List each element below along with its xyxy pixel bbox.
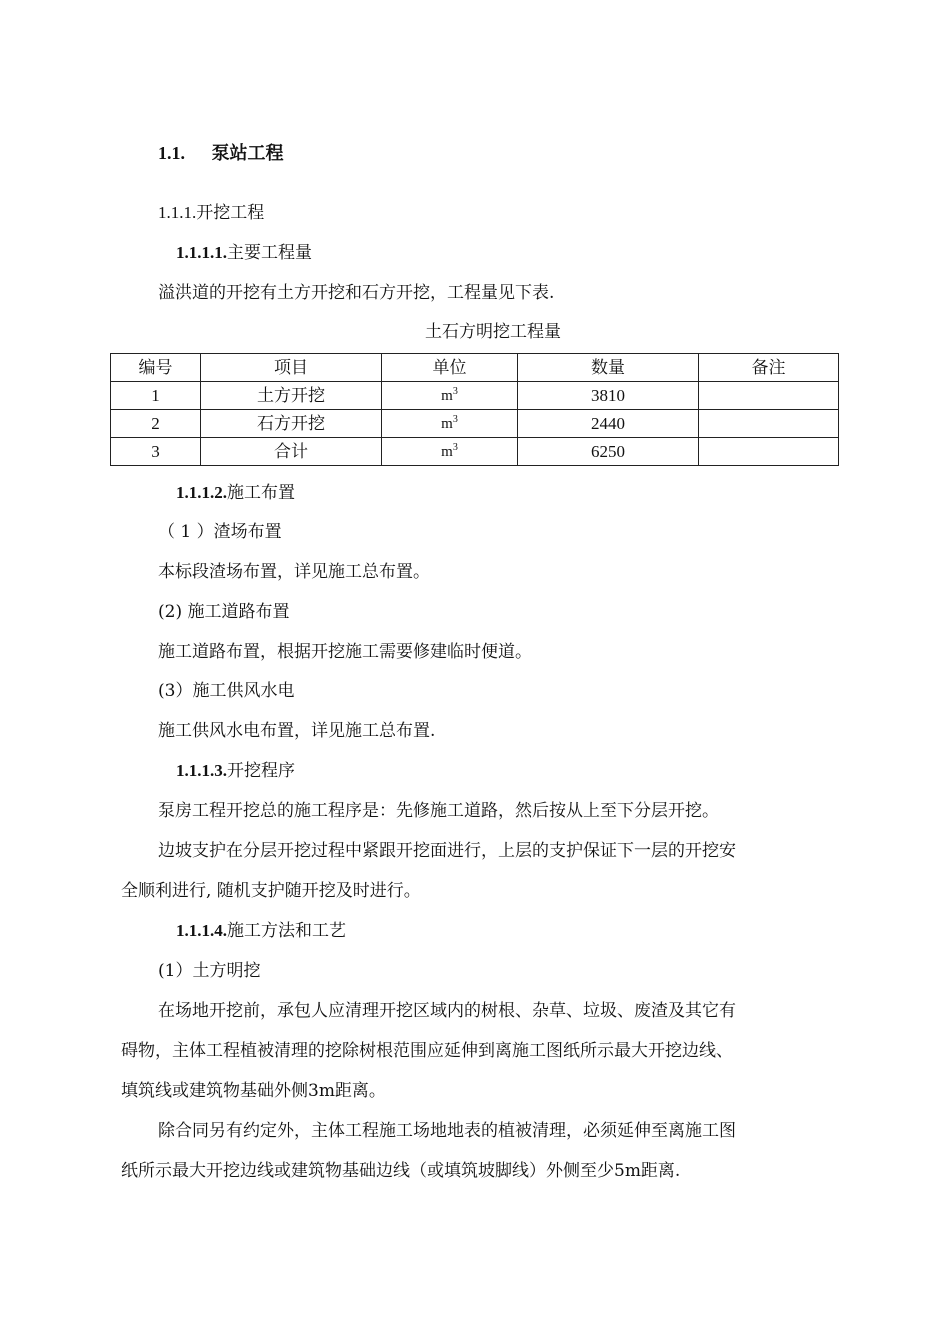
subsection-number: 1.1.1. (158, 203, 197, 222)
paragraph-clearing-line-2: 碍物，主体工程植被清理的挖除树根范围应延伸到离施工图纸所示最大开挖边线、 (121, 1041, 733, 1061)
cell-quantity: 2440 (518, 410, 699, 438)
list-item-road-layout: (2) 施工道路布置 (158, 602, 290, 622)
cell-number: 2 (111, 410, 201, 438)
section-heading (158, 141, 284, 166)
section-number: 1.1. (158, 143, 185, 163)
table-header-row (111, 354, 839, 382)
heading-number: 1.1.1.3. (176, 761, 227, 780)
table-caption: 土石方明挖工程量 (425, 322, 561, 342)
paragraph-utilities: 施工供风水电布置，详见施工总布置. (158, 721, 436, 741)
subsection-title: 开挖工程 (196, 203, 265, 223)
heading-excavation-sequence (176, 759, 295, 783)
header-cell-quantity: 数量 (518, 354, 699, 382)
header-cell-number: 编号 (111, 354, 201, 382)
cell-quantity: 3810 (518, 382, 699, 410)
cell-note (699, 438, 839, 466)
header-cell-unit: 单位 (382, 354, 518, 382)
cell-unit: $m^3$ (382, 438, 518, 466)
cell-item: 土方开挖 (201, 382, 382, 410)
paragraph-clearing-line-3: 填筑线或建筑物基础外侧3m距离。 (121, 1081, 386, 1101)
cell-number: 1 (111, 382, 201, 410)
cell-number: 3 (111, 438, 201, 466)
paragraph-road-layout: 施工道路布置，根据开挖施工需要修建临时便道。 (158, 642, 532, 662)
list-item-spoil-area: （ 1 ）渣场布置 (158, 522, 282, 542)
cell-note (699, 410, 839, 438)
paragraph-clearing-line-1: 在场地开挖前，承包人应清理开挖区域内的树根、杂草、垃圾、废渣及其它有 (158, 1001, 736, 1021)
section-title: 泵站工程 (211, 143, 284, 164)
heading-methods (176, 919, 346, 943)
paragraph-support-line-2: 全顺利进行, 随机支护随开挖及时进行。 (121, 881, 421, 901)
cell-item: 石方开挖 (201, 410, 382, 438)
cell-item: 合计 (201, 438, 382, 466)
paragraph-support-line-1: 边坡支护在分层开挖过程中紧跟开挖面进行，上层的支护保证下一层的开挖安 (158, 841, 736, 861)
heading-title: 施工布置 (227, 483, 295, 503)
header-cell-note: 备注 (699, 354, 839, 382)
list-item-utilities: (3）施工供风水电 (158, 681, 295, 701)
heading-number: 1.1.1.2. (176, 483, 227, 502)
paragraph-vegetation-line-2: 纸所示最大开挖边线或建筑物基础边线（或填筑坡脚线）外侧至少5m距离. (121, 1161, 681, 1181)
table-row (111, 382, 839, 410)
heading-construction-layout (176, 481, 295, 505)
heading-title: 主要工程量 (227, 243, 312, 263)
paragraph-vegetation-line-1: 除合同另有约定外，主体工程施工场地地表的植被清理，必须延伸至离施工图 (158, 1121, 736, 1141)
cell-unit: $m^3$ (382, 382, 518, 410)
heading-main-quantities (176, 241, 312, 265)
table-row (111, 438, 839, 466)
quantity-table (110, 353, 839, 466)
cell-unit: $m^3$ (382, 410, 518, 438)
paragraph-sequence: 泵房工程开挖总的施工程序是：先修施工道路，然后按从上至下分层开挖。 (158, 801, 719, 821)
cell-quantity: 6250 (518, 438, 699, 466)
table-row (111, 410, 839, 438)
heading-number: 1.1.1.1. (176, 243, 227, 262)
intro-paragraph: 溢洪道的开挖有土方开挖和石方开挖，工程量见下表. (158, 283, 555, 303)
subsection-heading-excavation (158, 201, 264, 225)
heading-title: 开挖程序 (227, 761, 295, 781)
cell-note (699, 382, 839, 410)
header-cell-item: 项目 (201, 354, 382, 382)
heading-number: 1.1.1.4. (176, 921, 227, 940)
list-item-earth-excavation: (1）土方明挖 (158, 961, 261, 981)
heading-title: 施工方法和工艺 (227, 921, 346, 941)
paragraph-spoil-area: 本标段渣场布置，详见施工总布置。 (158, 562, 430, 582)
